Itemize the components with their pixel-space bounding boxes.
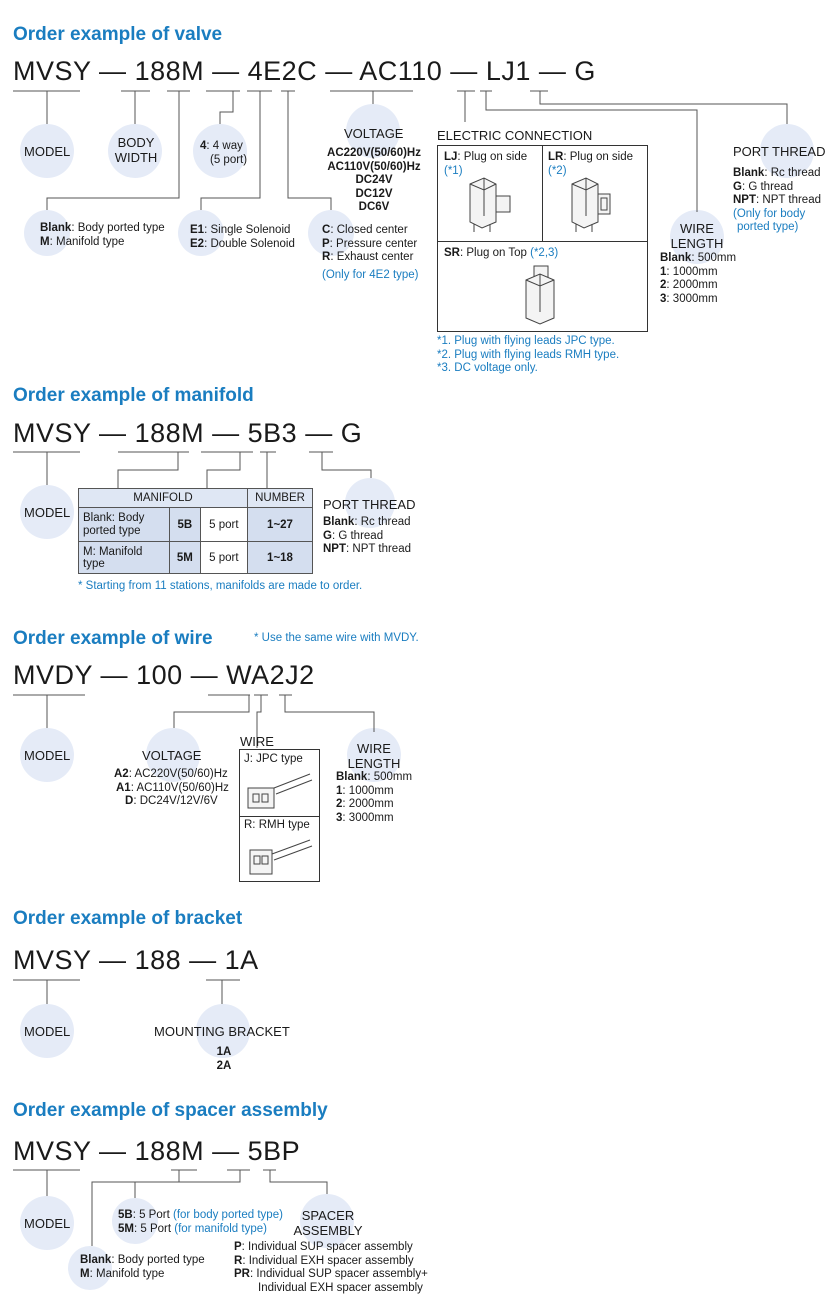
voltage-option: DC6V: [358, 201, 390, 213]
code-dash: —: [189, 945, 217, 975]
voltage-option: AC110V(50/60)Hz: [327, 160, 421, 173]
wire-order-code: [13, 660, 315, 691]
port-option-label: 5B: 5 Port: [118, 1209, 170, 1221]
manifold-table-head: MANIFOLD: [79, 489, 248, 508]
wire-length-title: [343, 741, 405, 771]
voltage-option: A1: AC110V(50/60)Hz: [116, 781, 229, 794]
wire-length-line: LENGTH: [347, 756, 401, 771]
spacer-port-options: [118, 1209, 283, 1236]
lj-plug-icon: [466, 176, 516, 234]
table-cell: Blank: Body ported type: [79, 508, 170, 542]
code-part: 5B3: [247, 418, 298, 448]
code-part: 188: [134, 945, 182, 975]
table-cell: 5 port: [200, 508, 247, 542]
wire-voltage-title: VOLTAGE: [142, 748, 202, 763]
wire-note: * Use the same wire with MVDY.: [254, 632, 419, 644]
bracket-option: 2A: [216, 1059, 232, 1072]
lj-note: (*1): [444, 164, 463, 177]
table-cell: 1~27: [248, 508, 313, 542]
lr-note: (*2): [548, 164, 567, 177]
rmh-connector-icon: [244, 834, 316, 880]
bracket-order-code: [13, 945, 259, 976]
spacer-order-code: [13, 1136, 300, 1167]
wire-length-line: LENGTH: [670, 236, 724, 251]
manifold-port-thread-title: PORT THREAD: [323, 497, 416, 512]
wire-length-line: WIRE: [680, 221, 714, 236]
wire-voltage-options: [114, 768, 229, 809]
center-option: P: Pressure center: [322, 237, 418, 250]
wire-length-option: 3: 3000mm: [336, 811, 394, 824]
wire-length-options: [336, 771, 412, 825]
bracket-option: 1A: [216, 1046, 232, 1058]
rmh-label: R: RMH type: [244, 819, 310, 831]
port-thread-note: (Only for body: [733, 207, 806, 220]
code-dash: —: [190, 660, 219, 690]
footnote: *1. Plug with flying leads JPC type.: [437, 335, 615, 347]
port-thread-option: G: G thread: [733, 180, 794, 193]
voltage-option: DC12V: [355, 187, 393, 200]
spacer-porting-options: [80, 1254, 205, 1281]
valve-voltage-options: [322, 147, 426, 215]
port-option-note: (for body ported type): [172, 1209, 283, 1221]
footnote: *2. Plug with flying leads RMH type.: [437, 348, 620, 361]
jpc-label: J: JPC type: [244, 753, 303, 765]
code-dash: —: [212, 418, 240, 448]
port-option: [118, 1223, 283, 1237]
wire-length-option: 1: 1000mm: [336, 784, 394, 797]
code-dash: —: [99, 1136, 127, 1166]
code-dash: —: [212, 1136, 240, 1166]
spacer-title: [290, 1208, 366, 1238]
table-cell: M: Manifold type: [79, 542, 170, 574]
wire-length-option: 3: 3000mm: [660, 292, 718, 305]
code-part: G: [340, 418, 363, 448]
code-part: AC110: [359, 56, 443, 86]
code-dash: —: [450, 56, 478, 86]
spacer-option: P: Individual SUP spacer assembly: [234, 1241, 413, 1253]
sr-plug-icon: [520, 264, 564, 328]
table-cell: 5B: [170, 508, 201, 542]
lj-option: [444, 151, 527, 178]
code-part: MVSY: [13, 945, 92, 975]
code-dash: —: [212, 56, 240, 86]
body-width-line: BODY: [117, 135, 155, 150]
code-part: 188M: [134, 1136, 205, 1166]
sr-label: SR: Plug on Top: [444, 247, 527, 259]
solenoid-option: E1: Single Solenoid: [190, 224, 291, 236]
code-part: MVSY: [13, 1136, 92, 1166]
electric-connection-box: [437, 145, 648, 332]
wire-type-title: WIRE: [240, 734, 274, 749]
valve-model-label: MODEL: [24, 144, 71, 159]
body-width-label: [106, 135, 166, 165]
port-thread-option: NPT: NPT thread: [323, 543, 411, 555]
code-part: 188M: [134, 56, 205, 86]
code-part: 1A: [224, 945, 259, 975]
lr-label: LR: Plug on side: [548, 151, 634, 163]
voltage-option: A2: AC220V(50/60)Hz: [114, 768, 228, 780]
code-part: 188M: [134, 418, 205, 448]
port-option: [118, 1209, 283, 1223]
code-part: MVDY: [13, 660, 93, 690]
port-thread-option: Blank: Rc thread: [733, 167, 821, 179]
spacer-option: R: Individual EXH spacer assembly: [234, 1254, 414, 1267]
code-part: MVSY: [13, 56, 92, 86]
bracket-title: MOUNTING BRACKET: [154, 1024, 290, 1039]
code-part: WA2J2: [226, 660, 315, 690]
electric-connection-title: ELECTRIC CONNECTION: [437, 128, 593, 143]
center-note: (Only for 4E2 type): [322, 268, 419, 281]
code-part: 5BP: [247, 1136, 301, 1166]
sr-note: (*2,3): [530, 247, 559, 259]
spacer-title-line: SPACER: [301, 1208, 355, 1223]
way-label: [200, 140, 247, 167]
footnote: *3. DC voltage only.: [437, 362, 538, 374]
wire-length-option: 2: 2000mm: [336, 798, 394, 810]
way-line: 4: 4 way: [200, 140, 243, 152]
port-thread-option: Blank: Rc thread: [323, 516, 411, 528]
sr-option: [444, 247, 558, 261]
table-cell: 5M: [170, 542, 201, 574]
spacer-option: PR: Individual SUP spacer assembly+: [234, 1268, 428, 1280]
body-width-line: WIDTH: [114, 150, 158, 165]
code-dash: —: [538, 56, 567, 86]
wire-model-label: MODEL: [24, 748, 71, 763]
center-option: C: Closed center: [322, 224, 408, 236]
way-line: (5 port): [210, 153, 248, 166]
number-table-head: NUMBER: [248, 489, 313, 508]
valve-order-code: [13, 56, 596, 87]
solenoid-option: E2: Double Solenoid: [190, 237, 295, 250]
voltage-option: D: DC24V/12V/6V: [125, 795, 218, 807]
porting-option: Blank: Body ported type: [40, 222, 165, 234]
wire-length-option: Blank: 500mm: [660, 252, 737, 264]
spacer-title-line: ASSEMBLY: [293, 1223, 363, 1238]
manifold-model-label: MODEL: [24, 505, 71, 520]
code-dash: —: [325, 56, 353, 86]
code-dash: —: [100, 660, 129, 690]
lr-plug-icon: [568, 176, 618, 234]
solenoid-options: [190, 224, 295, 251]
port-thread-option: NPT: NPT thread: [733, 194, 821, 206]
spacer-options: [234, 1241, 428, 1295]
voltage-option: AC220V(50/60)Hz: [327, 147, 421, 159]
code-part: 100: [136, 660, 183, 690]
code-dash: —: [99, 56, 127, 86]
valve-wire-length-title: [666, 221, 728, 251]
lr-option: [548, 151, 633, 178]
table-cell: 1~18: [248, 542, 313, 574]
manifold-table: [78, 488, 313, 574]
code-part: 4E2C: [247, 56, 318, 86]
bracket-model-label: MODEL: [24, 1024, 71, 1039]
bracket-options: [204, 1046, 244, 1073]
valve-wire-length-options: [660, 252, 736, 306]
wire-length-option: 2: 2000mm: [660, 279, 718, 291]
electric-footnotes: [437, 335, 619, 376]
spacer-heading: Order example of spacer assembly: [13, 1100, 328, 1121]
manifold-port-thread-options: [323, 516, 411, 557]
manifold-note: * Starting from 11 stations, manifolds are made to order.: [78, 580, 363, 592]
code-dash: —: [99, 418, 127, 448]
code-part: G: [574, 56, 596, 86]
table-cell: 5 port: [200, 542, 247, 574]
spacer-model-label: MODEL: [24, 1216, 71, 1231]
code-dash: —: [99, 945, 127, 975]
valve-port-thread-options: [733, 167, 821, 235]
code-dash: —: [305, 418, 333, 448]
porting-option: M: Manifold type: [40, 235, 125, 248]
port-option-label: 5M: 5 Port: [118, 1222, 172, 1235]
center-option: R: Exhaust center: [322, 251, 414, 263]
bracket-heading: Order example of bracket: [13, 908, 243, 929]
valve-heading: Order example of valve: [13, 24, 223, 45]
port-thread-note: ported type): [737, 221, 799, 233]
wire-length-option: Blank: 500mm: [336, 771, 413, 783]
wire-length-line: WIRE: [357, 741, 391, 756]
spacer-option: Individual EXH spacer assembly: [258, 1281, 423, 1294]
code-part: MVSY: [13, 418, 92, 448]
valve-voltage-title: VOLTAGE: [344, 126, 404, 141]
voltage-option: DC24V: [355, 174, 393, 186]
valve-porting-options: [40, 222, 165, 249]
valve-port-thread-title: PORT THREAD: [733, 144, 826, 159]
manifold-heading: Order example of manifold: [13, 385, 254, 406]
porting-option: M: Manifold type: [80, 1267, 165, 1280]
wire-length-option: 1: 1000mm: [660, 265, 718, 278]
code-part: LJ1: [485, 56, 531, 86]
wire-heading: Order example of wire: [13, 628, 213, 649]
port-option-note: (for manifold type): [174, 1222, 267, 1235]
wire-type-box: [239, 749, 320, 882]
manifold-order-code: [13, 418, 362, 449]
center-options: [322, 224, 419, 282]
lj-label: LJ: Plug on side: [444, 151, 528, 163]
port-thread-option: G: G thread: [323, 529, 384, 542]
porting-option: Blank: Body ported type: [80, 1254, 205, 1266]
jpc-connector-icon: [244, 768, 316, 814]
